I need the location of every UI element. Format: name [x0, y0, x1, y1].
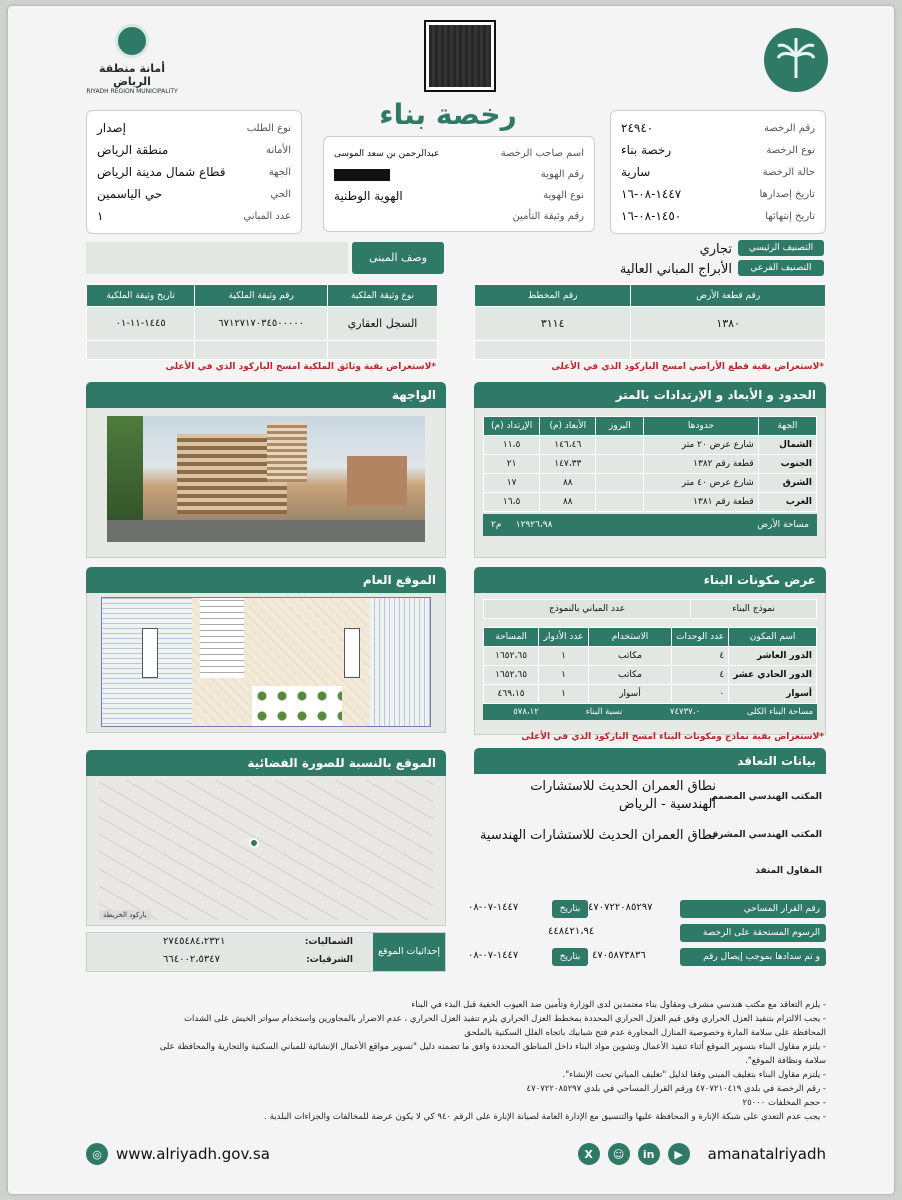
- deed-type: السجل العقاري: [328, 307, 438, 341]
- owner-field-label: اسم صاحب الرخصة: [500, 148, 584, 159]
- owner-info-box: [323, 136, 595, 232]
- plots-header: رقم قطعة الأرض: [631, 285, 826, 307]
- redacted-id-block: [334, 169, 390, 181]
- coords-box: [86, 932, 446, 972]
- ratio-value: ٥٧٨،١٢: [513, 707, 539, 717]
- request-field-row: [97, 183, 291, 205]
- component-header: عدد الوحدات: [672, 628, 729, 647]
- facade-header: الواجهة: [86, 382, 446, 408]
- components-header: عرض مكونات البناء: [474, 567, 826, 593]
- owner-field-row: [334, 206, 584, 227]
- term-item: - يجب الالتزام بتنفيذ العزل الحراري وفق قيم العزل الحراري المحددة بمخطط العزل الحراري يلزم تنفيذ العزل الحراري ، عدم الاضرار بالمجاورين واستخدام سواتر الخيش على الشدات: [184, 1014, 826, 1024]
- boundary-row: [484, 455, 817, 474]
- deeds-header: تاريخ وثيقة الملكية: [87, 285, 195, 307]
- deed-number: ٦٧١٢٧١٧٠٣٤٥٠٠٠٠٠: [195, 307, 328, 341]
- owner-field-row: [334, 185, 584, 206]
- license-field-label: حالة الرخصة: [762, 166, 815, 178]
- plots-table: [474, 284, 826, 360]
- youtube-icon[interactable]: ▶: [668, 1143, 690, 1165]
- deeds-header: رقم وثيقة الملكية: [195, 285, 328, 307]
- boundaries-body: [474, 408, 826, 558]
- component-row: [484, 647, 817, 666]
- qr-pattern-icon: [429, 25, 491, 87]
- snapchat-icon[interactable]: ☺: [608, 1143, 630, 1165]
- boundary-cell: ١٧: [484, 474, 540, 493]
- boundaries-header: الحدود و الأبعاد و الإرتدادات بالمتر: [474, 382, 826, 408]
- license-field-row: [621, 139, 815, 161]
- receipt-date-word: بتاريخ: [552, 948, 588, 966]
- coords-label: إحداثيات الموقع: [373, 933, 445, 971]
- component-cell: ١: [539, 647, 589, 666]
- classification-main-value: تجاري: [699, 242, 732, 257]
- boundary-cell: شارع عرض ٢٠ متر: [644, 436, 758, 455]
- designer-label: المكتب الهندسي المصمم: [711, 792, 822, 802]
- satellite-map-image: [99, 780, 433, 920]
- building-desc-area: [86, 242, 348, 274]
- site-plan-drawing: [101, 597, 431, 727]
- receipt-date: ١٤٤٧-٠٧-٠٨: [468, 950, 519, 961]
- deeds-note: *لاستعراض بقية وثائق الملكية امسح الباركود الذي في الأعلى: [165, 362, 436, 372]
- request-field-value: قطاع شمال مدينة الرياض: [97, 165, 226, 179]
- facade-body: [86, 408, 446, 558]
- boundary-cell: [596, 436, 644, 455]
- components-total-row: [483, 704, 817, 720]
- plot-number: ١٣٨٠: [631, 307, 826, 341]
- area-row: [483, 514, 817, 536]
- boundary-cell: ٢١: [484, 455, 540, 474]
- receipt-value: ٤٧٠٥٨٧٣٨٣٦: [592, 950, 646, 961]
- classification-sub-label: التصنيف الفرعي: [738, 260, 824, 276]
- boundary-cell: ١٦،٥: [484, 493, 540, 512]
- boundary-cell: الشمال: [758, 436, 816, 455]
- license-field-row: [621, 205, 815, 227]
- boundary-cell: ١٤٧،٣٣: [540, 455, 596, 474]
- palm-logo-icon: [764, 28, 828, 92]
- boundary-cell: ٨٨: [540, 474, 596, 493]
- contract-header: بيانات التعاقد: [474, 748, 826, 774]
- north-label: الشماليات:: [304, 937, 353, 947]
- license-field-row: [621, 117, 815, 139]
- component-header: المساحة: [484, 628, 539, 647]
- globe-icon: ◎: [86, 1143, 108, 1165]
- plots-note: *لاستعراض بقية قطع الأراضي امسح الباركود الذي في الأعلى: [551, 362, 824, 372]
- satellite-body: [86, 776, 446, 926]
- component-cell: الدور العاشر: [729, 647, 817, 666]
- deeds-table: [86, 284, 438, 360]
- license-field-value: ١٤٥٠-٠٨-١٦: [621, 209, 682, 223]
- owner-field-value: الهوية الوطنية: [334, 188, 403, 203]
- east-label: الشرقيات:: [306, 955, 353, 965]
- term-item: سلامة ونظافة الموقع".: [745, 1056, 826, 1066]
- component-cell: مكاتب: [588, 666, 671, 685]
- request-field-row: [97, 139, 291, 161]
- license-field-value: ١٤٤٧-٠٨-١٦: [621, 187, 682, 201]
- license-field-value: ٢٤٩٤٠: [621, 121, 654, 135]
- request-field-label: الأمانة: [265, 144, 291, 156]
- component-cell: ١: [539, 685, 589, 704]
- request-field-label: عدد المباني: [243, 210, 291, 222]
- license-field-label: رقم الرخصة: [763, 122, 815, 134]
- deeds-header: نوع وثيقة الملكية: [328, 285, 438, 307]
- boundary-row: [484, 493, 817, 512]
- term-item: - حجم المخلفات ٢٥٠٠٠: [742, 1098, 826, 1108]
- building-desc-label: وصف المبنى: [352, 242, 444, 274]
- area-unit: م٢: [491, 520, 502, 530]
- license-field-label: نوع الرخصة: [766, 144, 815, 156]
- owner-field-value: عبدالرحمن بن سعد الموسى: [334, 148, 440, 159]
- license-field-label: تاريخ إنتهائها: [765, 210, 815, 222]
- boundary-cell: قطعة رقم ١٣٨١: [644, 493, 758, 512]
- emblem-icon: [115, 24, 149, 58]
- component-cell: ٤٦٩،١٥: [484, 685, 539, 704]
- designer-value: نطاق العمران الحديث للاستشارات الهندسية - الرياض: [530, 779, 716, 812]
- facade-rendering-image: [107, 416, 425, 542]
- boundary-cell: ٨٨: [540, 493, 596, 512]
- boundary-cell: الشرق: [758, 474, 816, 493]
- plan-number: ٣١١٤: [475, 307, 631, 341]
- component-cell: ١: [539, 666, 589, 685]
- boundary-cell: [596, 455, 644, 474]
- area-value: ١٢٩٢٦،٩٨: [515, 520, 553, 530]
- boundary-header: البروز: [596, 417, 644, 436]
- boundary-cell: الغرب: [758, 493, 816, 512]
- license-document: [8, 6, 894, 1194]
- municipality-name-ar: أمانة منطقة الرياض: [99, 62, 165, 88]
- owner-field-label: رقم وثيقة التأمين: [512, 211, 584, 222]
- term-item: - يجب عدم التعدي على شبكة الإنارة و المحافظة عليها والتنسيق مع الإدارة العامة لصيانة الإنارة على الرقم ٩٤٠ كي لا يكون عرضة للمخالفات والجزاءات البلدية .: [264, 1112, 826, 1122]
- ratio-label: نسبة البناء: [585, 707, 623, 717]
- term-item: المحافظة على سلامة المارة وخصوصية المنازل المجاورة عدم فتح شبابيك باتجاه الفلل السكنية بالملحق: [464, 1028, 826, 1038]
- owner-field-label: نوع الهوية: [543, 190, 584, 201]
- component-cell: ٤: [672, 647, 729, 666]
- request-field-value: منطقة الرياض: [97, 143, 169, 157]
- request-field-row: [97, 161, 291, 183]
- license-field-row: [621, 183, 815, 205]
- request-field-label: الحي: [270, 188, 291, 200]
- license-info-box: [610, 110, 826, 234]
- term-item: - يلتزم مقاول البناء بتغليف المبنى وفقا لدليل "تغليف المباني تحت الإنشاء".: [562, 1070, 826, 1080]
- component-row: [484, 666, 817, 685]
- request-field-value: ١: [97, 209, 104, 223]
- area-label: مساحة الأرض: [757, 520, 809, 530]
- municipality-name-en: RIYADH REGION MUNICIPALITY: [86, 88, 178, 95]
- social-handle: amanatalriyadh: [707, 1145, 826, 1163]
- map-barcode-caption: باركود الخريطة: [99, 910, 151, 920]
- site-plan-header: الموقع العام: [86, 567, 446, 593]
- supervisor-label: المكتب الهندسي المشرف: [707, 830, 822, 840]
- boundary-header: الجهة: [758, 417, 816, 436]
- components-note: *لاستعراض بقية نماذج ومكونات البناء امسح الباركود الذي في الأعلى: [521, 732, 824, 742]
- boundary-header: الإرتداد (م): [484, 417, 540, 436]
- component-header: عدد الأدوار: [539, 628, 589, 647]
- component-cell: أسوار: [588, 685, 671, 704]
- request-info-box: [86, 110, 302, 234]
- location-pin-icon: [249, 838, 259, 848]
- page-title: رخصة بناء: [379, 98, 517, 131]
- boundary-cell: ١١،٥: [484, 436, 540, 455]
- request-field-row: [97, 117, 291, 139]
- boundary-row: [484, 436, 817, 455]
- total-label: مساحة البناء الكلى: [746, 707, 813, 717]
- deed-date: ١٤٤٥-١١-٠١: [87, 307, 195, 341]
- survey-date: ١٤٤٧-٠٧-٠٨: [468, 902, 519, 913]
- component-cell: ٤: [672, 666, 729, 685]
- term-item: - رقم الرخصة في بلدي ٤٧٠٧٢١٠٤١٩ ورقم القرار المساحي في بلدي ٤٧٠٧٢٢٠٨٥٢٩٧: [526, 1084, 826, 1094]
- component-row: [484, 685, 817, 704]
- component-cell: ١٦٥٢،٦٥: [484, 647, 539, 666]
- linkedin-icon[interactable]: in: [638, 1143, 660, 1165]
- site-plan-body: [86, 593, 446, 733]
- classification-main-label: التصنيف الرئيسي: [738, 240, 824, 256]
- survey-date-word: بتاريخ: [552, 900, 588, 918]
- boundary-cell: [596, 474, 644, 493]
- boundary-cell: شارع عرض ٤٠ متر: [644, 474, 758, 493]
- boundary-header: الأبعاد (م): [540, 417, 596, 436]
- supervisor-value: نطاق العمران الحديث للاستشارات الهندسية: [479, 828, 716, 843]
- request-field-value: إصدار: [97, 121, 126, 135]
- plots-header: رقم المخطط: [475, 285, 631, 307]
- component-cell: ٠: [672, 685, 729, 704]
- component-cell: الدور الحادي عشر: [729, 666, 817, 685]
- boundary-cell: قطعة رقم ١٣٨٢: [644, 455, 758, 474]
- north-value: ٢٧٤٥٤٨٤،٢٣٢١: [163, 936, 226, 947]
- contractor-label: المقاول المنفذ: [755, 866, 822, 876]
- term-item: - يلتزم مقاول البناء بتسوير الموقع أثناء تنفيذ الأعمال وتشوين مواد البناء داخل المناطق المحددة وافق ما تضمنه دليل "تسوير مواقع الأعمال الإنشائية للمباني السكنية والتجارية والمحافظة على: [159, 1042, 826, 1052]
- license-field-value: سارية: [621, 165, 651, 179]
- owner-field-row: [334, 164, 584, 185]
- municipality-logo: [82, 24, 182, 94]
- request-field-label: الجهة: [268, 166, 291, 178]
- owner-field-row: [334, 143, 584, 164]
- model-header: نموذج البناء: [691, 600, 817, 619]
- owner-field-label: رقم الهوية: [540, 169, 584, 180]
- x-social-icon[interactable]: X: [578, 1143, 600, 1165]
- fees-value: ٤٤٨٤٢١،٩٤: [548, 926, 595, 937]
- model-header: عدد المباني بالنموذج: [484, 600, 691, 619]
- contract-body: [474, 774, 826, 890]
- total-value: ٧٤٧٣٧،٠: [669, 707, 701, 717]
- component-header: اسم المكون: [729, 628, 817, 647]
- terms-list: [76, 998, 826, 1124]
- term-item: - يلزم التعاقد مع مكتب هندسي مشرف ومقاول بناء معتمدين لدى الوزارة وتأمين ضد العيوب الخفية قبل البدء في البناء: [411, 1000, 826, 1010]
- component-header: الاستخدام: [588, 628, 671, 647]
- website-link[interactable]: www.alriyadh.gov.sa: [116, 1145, 270, 1163]
- boundary-row: [484, 474, 817, 493]
- survey-label: رقم القرار المساحي: [680, 900, 826, 918]
- license-field-label: تاريخ إصدارها: [759, 188, 815, 200]
- boundary-cell: [596, 493, 644, 512]
- request-field-value: حي الياسمين: [97, 187, 163, 201]
- survey-value: ٤٧٠٧٢٢٠٨٥٢٩٧: [588, 902, 653, 913]
- request-field-row: [97, 205, 291, 227]
- east-value: ٦٦٤٠٠٢،٥٣٤٧: [163, 954, 220, 965]
- license-field-row: [621, 161, 815, 183]
- boundary-cell: ١٤٦،٤٦: [540, 436, 596, 455]
- component-cell: أسوار: [729, 685, 817, 704]
- boundary-header: حدودها: [644, 417, 758, 436]
- components-body: [474, 593, 826, 735]
- request-field-label: نوع الطلب: [246, 122, 291, 134]
- component-cell: مكاتب: [588, 647, 671, 666]
- classification-sub-value: الأبراج المباني العالية: [619, 262, 732, 277]
- fees-label: الرسوم المستحقة على الرخصة: [680, 924, 826, 942]
- qr-code[interactable]: [424, 20, 496, 92]
- license-field-value: رخصة بناء: [621, 143, 672, 157]
- satellite-header: الموقع بالنسبة للصورة الفضائية: [86, 750, 446, 776]
- component-cell: ١٦٥٢،٦٥: [484, 666, 539, 685]
- footer: [86, 1134, 826, 1174]
- boundary-cell: الجنوب: [758, 455, 816, 474]
- receipt-label: و تم سدادها بموجب إيصال رقم: [680, 948, 826, 966]
